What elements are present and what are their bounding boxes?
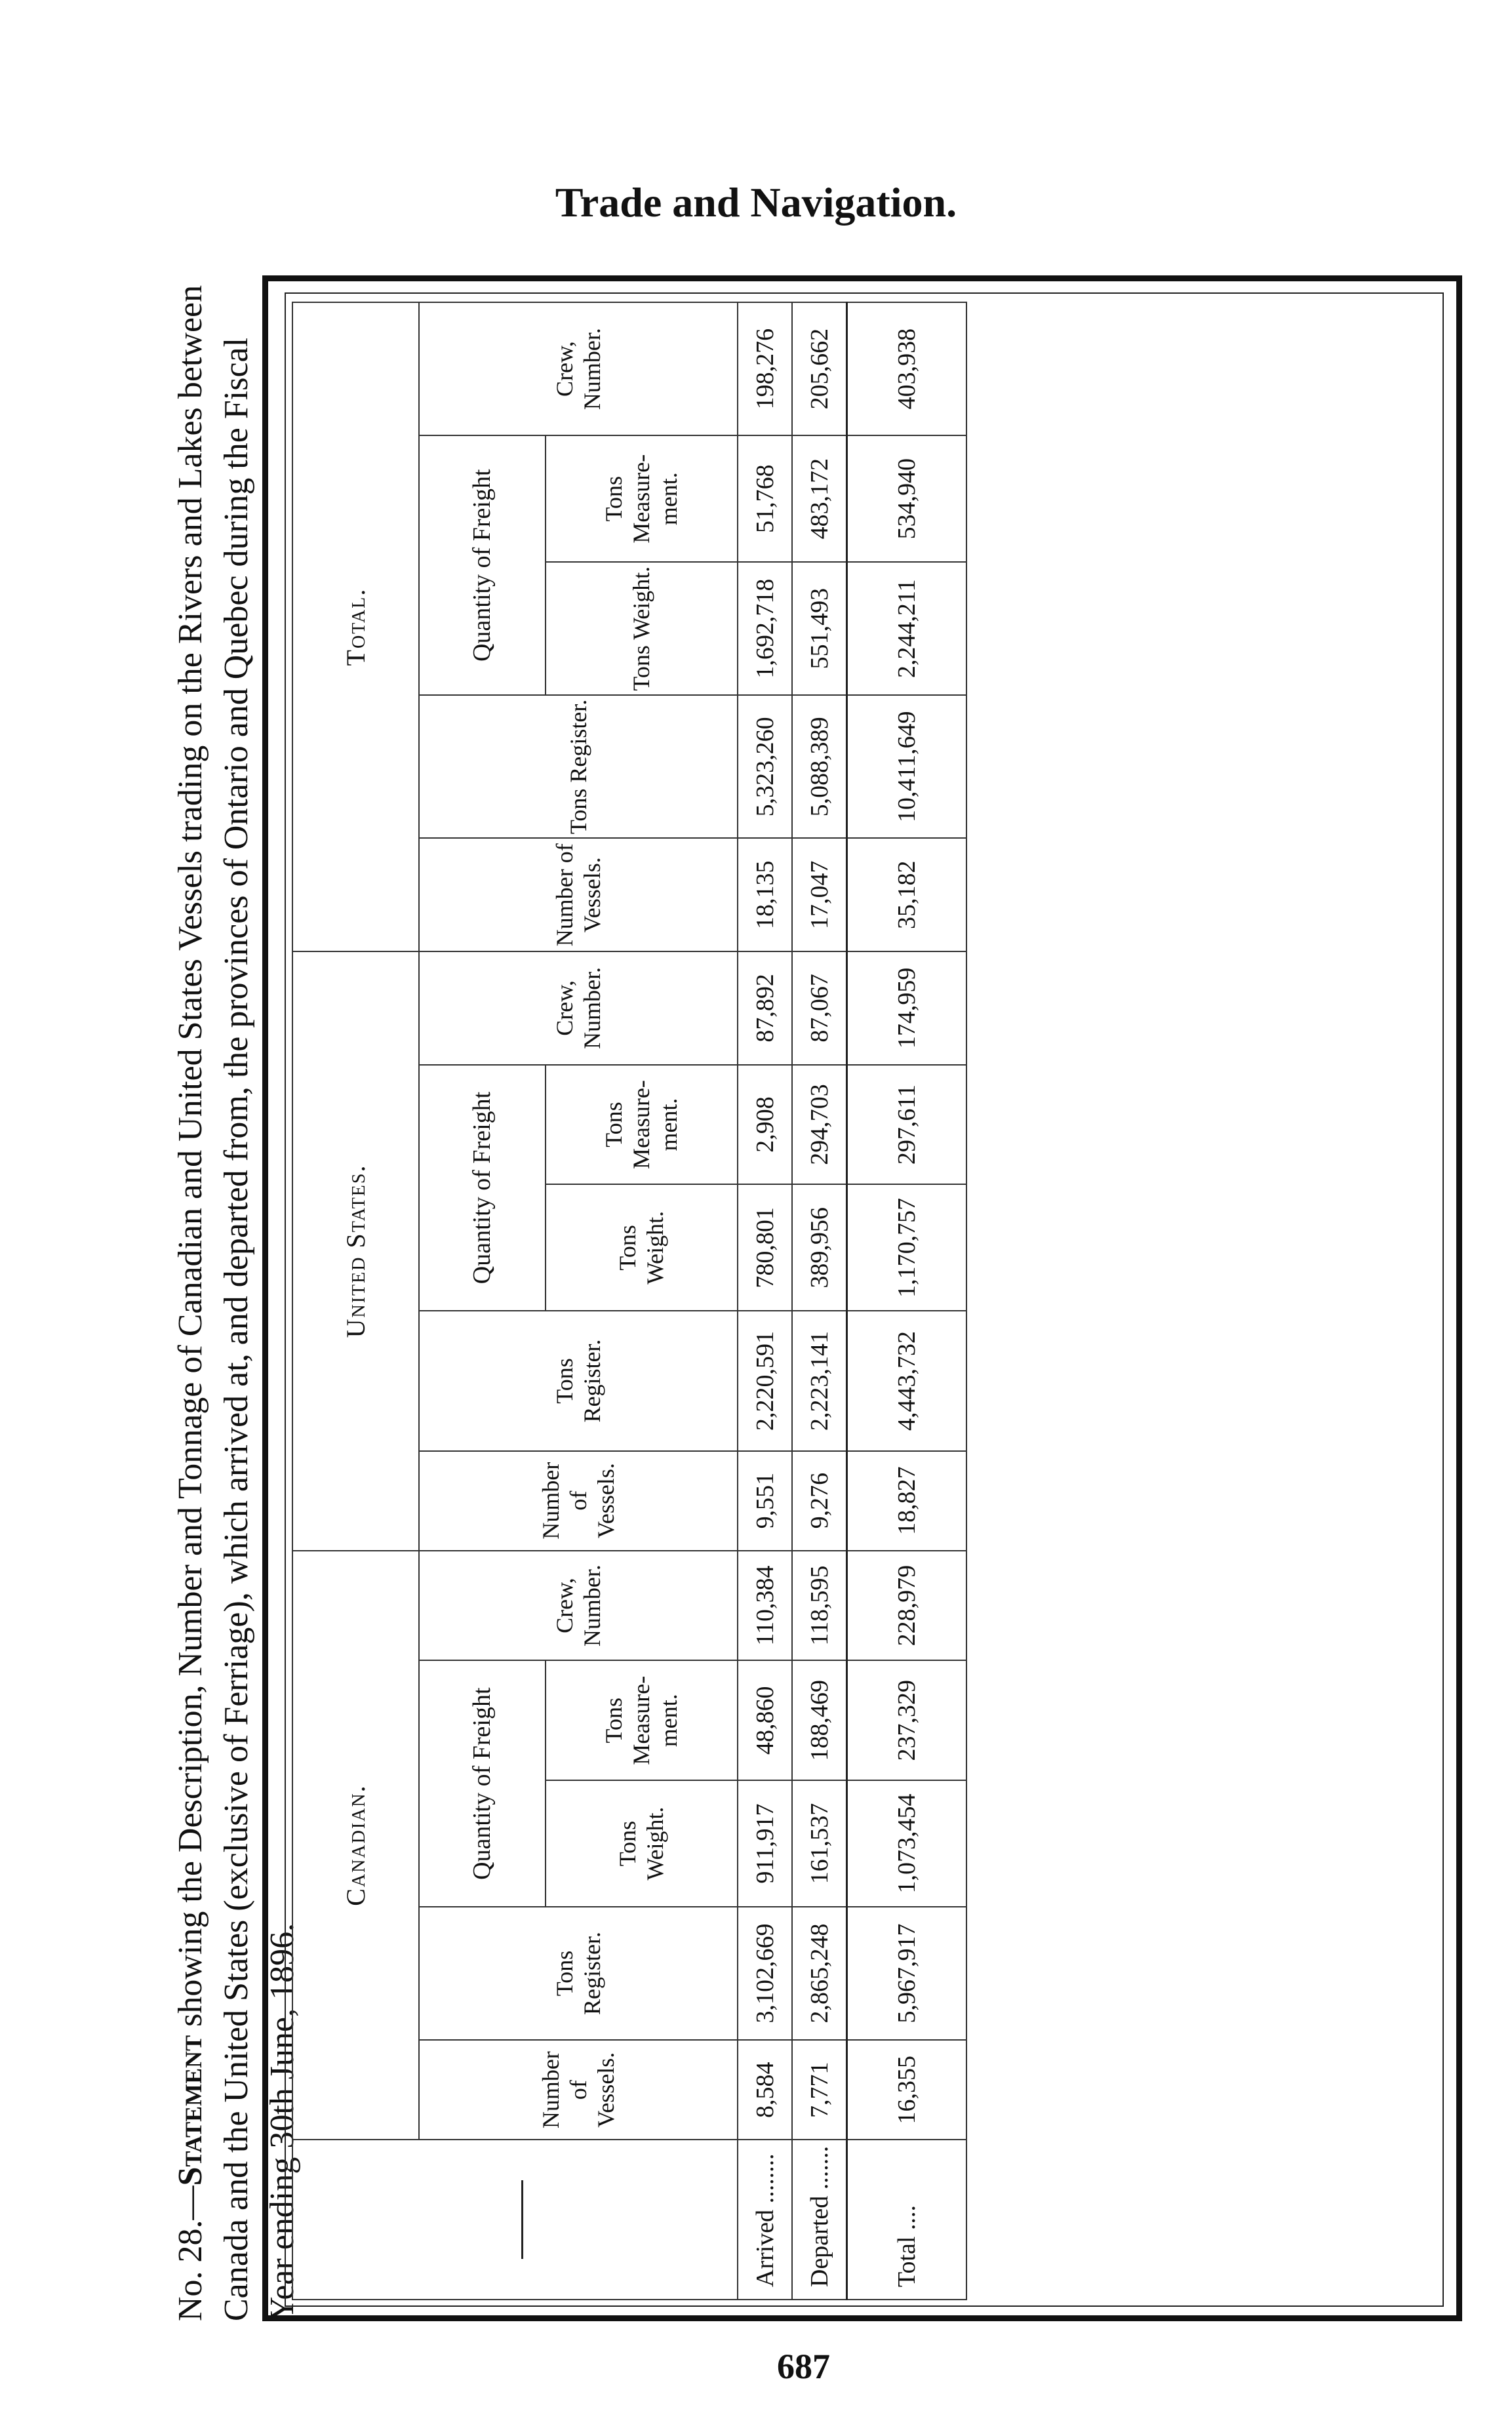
cell-canadian-measurement: 237,329: [847, 1660, 966, 1780]
col-header-vessels: Number of Vessels.: [419, 838, 738, 951]
col-header-register: Tons Register.: [419, 1907, 738, 2040]
cell-total-measurement: 534,940: [847, 435, 966, 562]
col-header-weight: Tons Weight.: [546, 1780, 738, 1907]
col-header-weight: Tons Weight.: [546, 562, 738, 695]
table-row: [738, 302, 792, 2300]
cell-total-crew: 205,662: [792, 302, 847, 435]
cell-total-weight: 551,493: [792, 562, 847, 695]
cell-us-crew: 174,959: [847, 951, 966, 1065]
cell-us-register: 2,223,141: [792, 1311, 847, 1450]
row-label-header: [292, 2140, 738, 2300]
table-row: [792, 302, 847, 2300]
cell-us-register: 2,220,591: [738, 1311, 792, 1450]
cell-us-weight: 1,170,757: [847, 1184, 966, 1311]
cell-total-measurement: 483,172: [792, 435, 847, 562]
col-header-freight: Quantity of Freight: [419, 1660, 546, 1907]
col-header-freight: Quantity of Freight: [419, 435, 546, 695]
row-label: Total ....: [847, 2140, 966, 2300]
cell-total-weight: 2,244,211: [847, 562, 966, 695]
col-header-freight: Quantity of Freight: [419, 1065, 546, 1311]
cell-canadian-crew: 110,384: [738, 1551, 792, 1661]
cell-canadian-register: 3,102,669: [738, 1907, 792, 2040]
cell-total-crew: 403,938: [847, 302, 966, 435]
cell-us-vessels: 18,827: [847, 1451, 966, 1551]
cell-canadian-weight: 1,073,454: [847, 1780, 966, 1907]
cell-us-measurement: 2,908: [738, 1065, 792, 1185]
cell-us-vessels: 9,551: [738, 1451, 792, 1551]
cell-total-measurement: 51,768: [738, 435, 792, 562]
cell-us-register: 4,443,732: [847, 1311, 966, 1450]
cell-total-register: 5,323,260: [738, 695, 792, 838]
caption-number: No. 28.—: [172, 2185, 209, 2321]
cell-total-vessels: 18,135: [738, 838, 792, 951]
group-header-canadian: Canadian.: [292, 1551, 419, 2140]
caption-lead: Statement: [172, 2035, 209, 2186]
col-header-crew: Crew, Number.: [419, 1551, 738, 1661]
cell-canadian-weight: 911,917: [738, 1780, 792, 1907]
cell-us-measurement: 294,703: [792, 1065, 847, 1185]
col-header-measurement: Tons Measure-ment.: [546, 435, 738, 562]
cell-canadian-vessels: 7,771: [792, 2040, 847, 2140]
cell-us-vessels: 9,276: [792, 1451, 847, 1551]
row-label: Departed .......: [792, 2140, 847, 2300]
cell-canadian-register: 2,865,248: [792, 1907, 847, 2040]
cell-canadian-crew: 118,595: [792, 1551, 847, 1661]
cell-canadian-measurement: 188,469: [792, 1660, 847, 1780]
col-header-weight: Tons Weight.: [546, 1184, 738, 1311]
cell-us-measurement: 297,611: [847, 1065, 966, 1185]
cell-canadian-register: 5,967,917: [847, 1907, 966, 2040]
rotated-table-wrapper: [292, 302, 967, 2300]
cell-us-crew: 87,067: [792, 951, 847, 1065]
cell-canadian-vessels: 8,584: [738, 2040, 792, 2140]
col-header-register: Tons Register.: [419, 695, 738, 838]
cell-total-vessels: 35,182: [847, 838, 966, 951]
table-row-total: [847, 302, 966, 2300]
cell-total-register: 10,411,649: [847, 695, 966, 838]
cell-us-weight: 780,801: [738, 1184, 792, 1311]
cell-canadian-weight: 161,537: [792, 1780, 847, 1907]
col-header-crew: Crew, Number.: [419, 302, 738, 435]
page-title: Trade and Navigation.: [555, 179, 957, 226]
cell-canadian-measurement: 48,860: [738, 1660, 792, 1780]
page-number: 687: [777, 2347, 830, 2386]
cell-total-crew: 198,276: [738, 302, 792, 435]
col-header-crew: Crew, Number.: [419, 951, 738, 1065]
cell-canadian-vessels: 16,355: [847, 2040, 966, 2140]
col-header-measurement: Tons Measure-ment.: [546, 1660, 738, 1780]
cell-total-weight: 1,692,718: [738, 562, 792, 695]
col-header-measurement: Tons Measure-ment.: [546, 1065, 738, 1185]
cell-total-register: 5,088,389: [792, 695, 847, 838]
col-header-vessels: Number of Vessels.: [419, 2040, 738, 2140]
cell-total-vessels: 17,047: [792, 838, 847, 951]
cell-canadian-crew: 228,979: [847, 1551, 966, 1661]
col-header-vessels: Number of Vessels.: [419, 1451, 738, 1551]
vessel-statistics-table: [292, 302, 967, 2300]
cell-us-crew: 87,892: [738, 951, 792, 1065]
caption-text: showing the Description, Number and Tonnage of Canadian and United States Vessels trading on the Rivers and Lakes between Canada and the United States (exclusive of Ferriage), which arrived at, and departed from, the provinces of Ontario and Quebec during the Fiscal Year ending 30th June, 1896.: [172, 285, 301, 2321]
group-header-total: Total.: [292, 302, 419, 951]
row-label: Arrived ........: [738, 2140, 792, 2300]
group-header-united-states: United States.: [292, 951, 419, 1551]
cell-us-weight: 389,956: [792, 1184, 847, 1311]
col-header-register: Tons Register.: [419, 1311, 738, 1450]
